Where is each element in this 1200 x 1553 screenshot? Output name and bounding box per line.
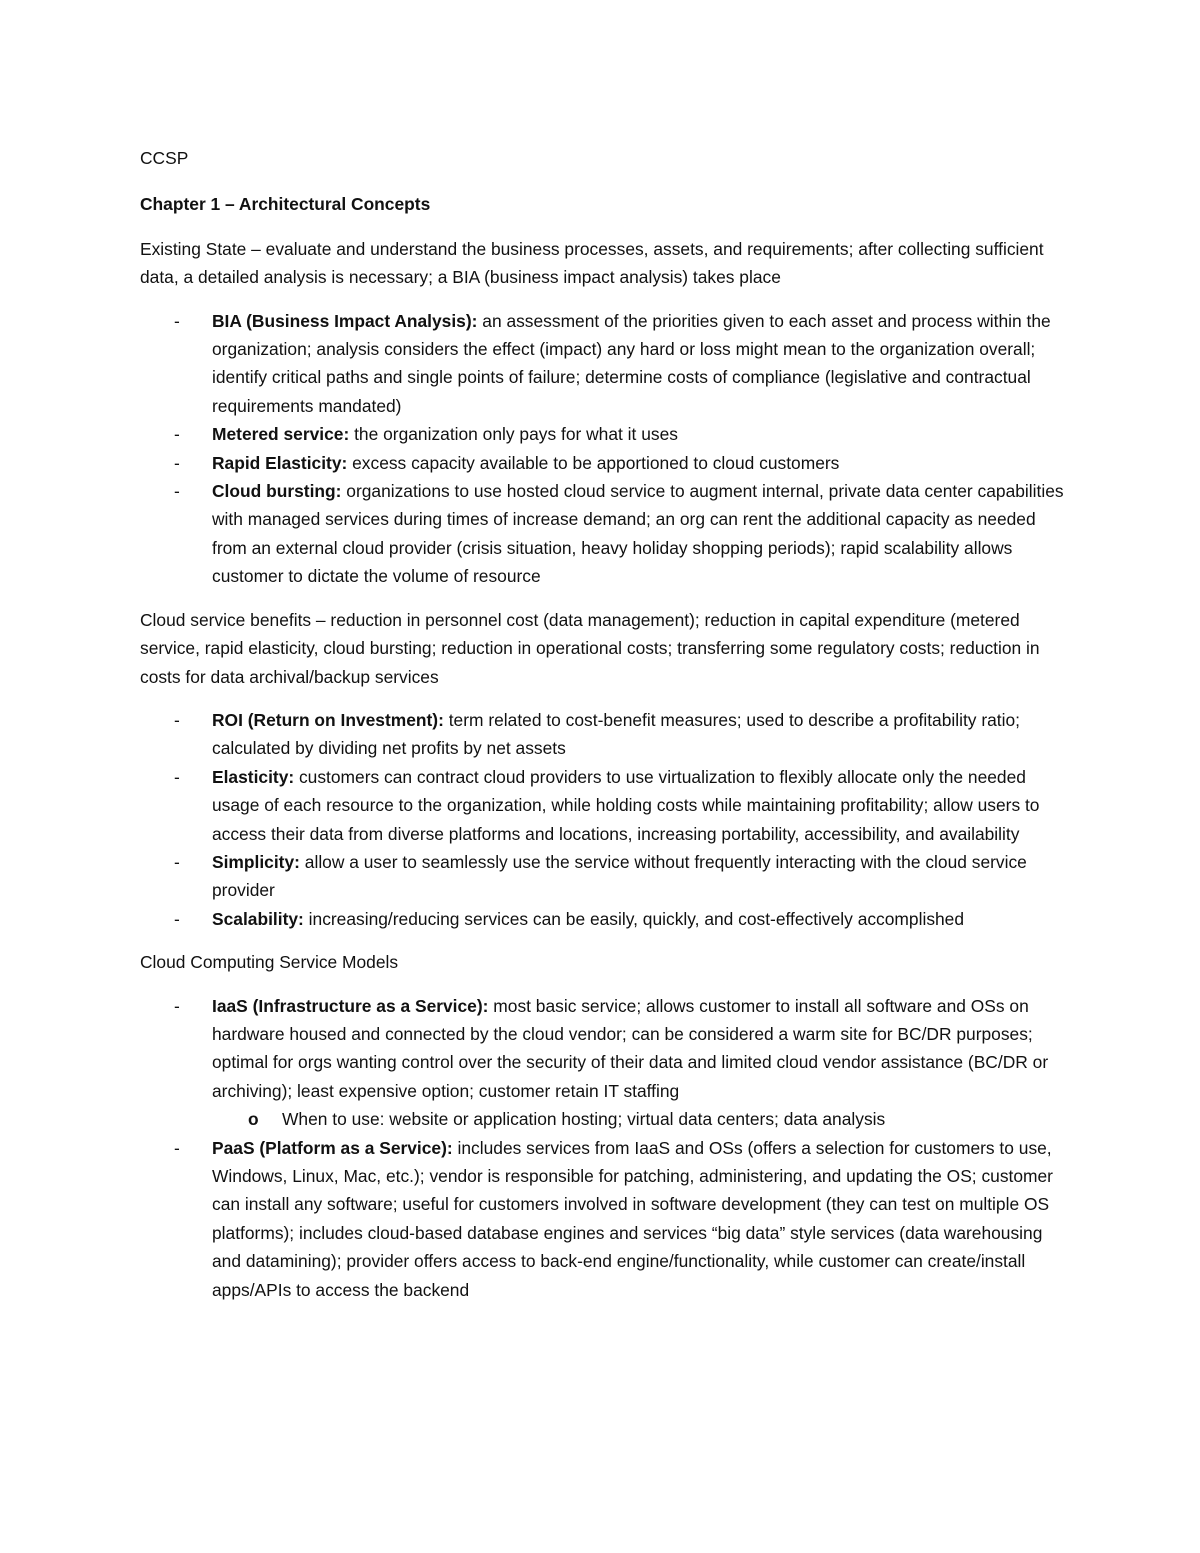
bullet-list-cloud-service-benefits [140, 706, 1075, 933]
bullet-list-existing-state [140, 307, 1075, 591]
bullet-marker: - [174, 452, 180, 473]
section-intro-existing-state: Existing State – evaluate and understand the business processes, assets, and requirements; after collecting sufficient data, a detailed analysis is necessary; a BIA (business impact analysis) takes place [140, 238, 1044, 288]
list-item [140, 420, 1075, 448]
term-simplicity: Simplicity: [212, 851, 300, 872]
bullet-marker: - [174, 1137, 180, 1158]
list-item [140, 763, 1075, 848]
term-rapid-elasticity: Rapid Elasticity: [212, 452, 348, 473]
definition-text: organizations to use hosted cloud service to augment internal, private data center capabilities with managed services during times of increase demand; an org can rent the additional capacity as needed from an external cloud provider (crisis situation, heavy holiday shopping periods); rapid scalability allows customer to dictate the volume of resource [212, 481, 1064, 587]
term-iaas: IaaS (Infrastructure as a Service): [212, 995, 489, 1016]
list-item [140, 706, 1075, 763]
bullet-marker: - [174, 766, 180, 787]
definition-text: the organization only pays for what it uses [349, 424, 678, 445]
term-metered-service: Metered service: [212, 424, 350, 445]
definition-text: customers can contract cloud providers to use virtualization to flexibly allocate only the needed usage of each resource to the organization, while holding costs while maintaining profitability; allow users to access their data from diverse platforms and locations, increasing portability, accessibility, and availability [212, 766, 1040, 844]
definition-text: term related to cost-benefit measures; used to describe a profitability ratio; calculated by dividing net profits by net assets [212, 709, 1020, 759]
list-item [140, 307, 1075, 421]
list-item [140, 992, 1075, 1134]
definition-text: increasing/reducing services can be easily, quickly, and cost-effectively accomplished [303, 908, 965, 929]
section-intro-cloud-service-benefits: Cloud service benefits – reduction in personnel cost (data management); reduction in capital expenditure (metered service, rapid elasticity, cloud bursting; reduction in operational costs; transferring some regulatory costs; reduction in costs for data archival/backup services [140, 609, 1040, 687]
list-item [140, 449, 1075, 477]
list-item [140, 848, 1075, 905]
bullet-marker: - [174, 709, 180, 730]
document-page [140, 144, 1075, 1319]
definition-text: includes services from IaaS and OSs (offers a selection for customers to use, Windows, Linux, Mac, etc.); vendor is responsible for patching, administering, and updating the OS; customer can install any software; useful for customers involved in software development (they can test on multiple OS platforms); includes cloud-based database engines and services “big data” style services (data warehousing and datamining); provider offers access to back-end engine/functionality, while customer can create/install apps/APIs to access the backend [212, 1137, 1053, 1300]
definition-text: most basic service; allows customer to install all software and OSs on hardware housed and connected by the cloud vendor; can be considered a warm site for BC/DR purposes; optimal for orgs wanting control over the security of their data and limited cloud vendor assistance (BC/DR or archiving); least expensive option; customer retain IT staffing [212, 995, 1049, 1101]
chapter-heading: Chapter 1 – Architectural Concepts [140, 194, 431, 215]
term-bia: BIA (Business Impact Analysis): [212, 310, 478, 331]
definition-text: an assessment of the priorities given to each asset and process within the organization; analysis considers the effect (impact) any hard or loss might mean to the organization overall; identify critical paths and single points of failure; determine costs of compliance (legislative and contractual requirements mandated) [212, 310, 1051, 416]
bullet-marker: - [174, 310, 180, 331]
section-intro-service-models: Cloud Computing Service Models [140, 952, 399, 973]
bullet-marker: - [174, 995, 180, 1016]
sub-list-item [212, 1105, 1075, 1133]
term-paas: PaaS (Platform as a Service): [212, 1137, 453, 1158]
sub-bullet-marker: o [248, 1109, 259, 1130]
term-elasticity: Elasticity: [212, 766, 295, 787]
term-scalability: Scalability: [212, 908, 304, 929]
bullet-list-service-models [140, 992, 1075, 1304]
bullet-marker: - [174, 851, 180, 872]
list-item [140, 905, 1075, 933]
bullet-marker: - [174, 424, 180, 445]
sub-item-text: When to use: website or application hosting; virtual data centers; data analysis [282, 1109, 886, 1130]
document-title: CCSP [140, 148, 189, 168]
definition-text: excess capacity available to be apportioned to cloud customers [347, 452, 840, 473]
sub-bullet-list-iaas [212, 1105, 1075, 1133]
term-cloud-bursting: Cloud bursting: [212, 481, 342, 502]
bullet-marker: - [174, 908, 180, 929]
definition-text: allow a user to seamlessly use the service without frequently interacting with the cloud service provider [212, 851, 1027, 901]
term-roi: ROI (Return on Investment): [212, 709, 444, 730]
list-item [140, 1134, 1075, 1304]
list-item [140, 477, 1075, 591]
bullet-marker: - [174, 481, 180, 502]
